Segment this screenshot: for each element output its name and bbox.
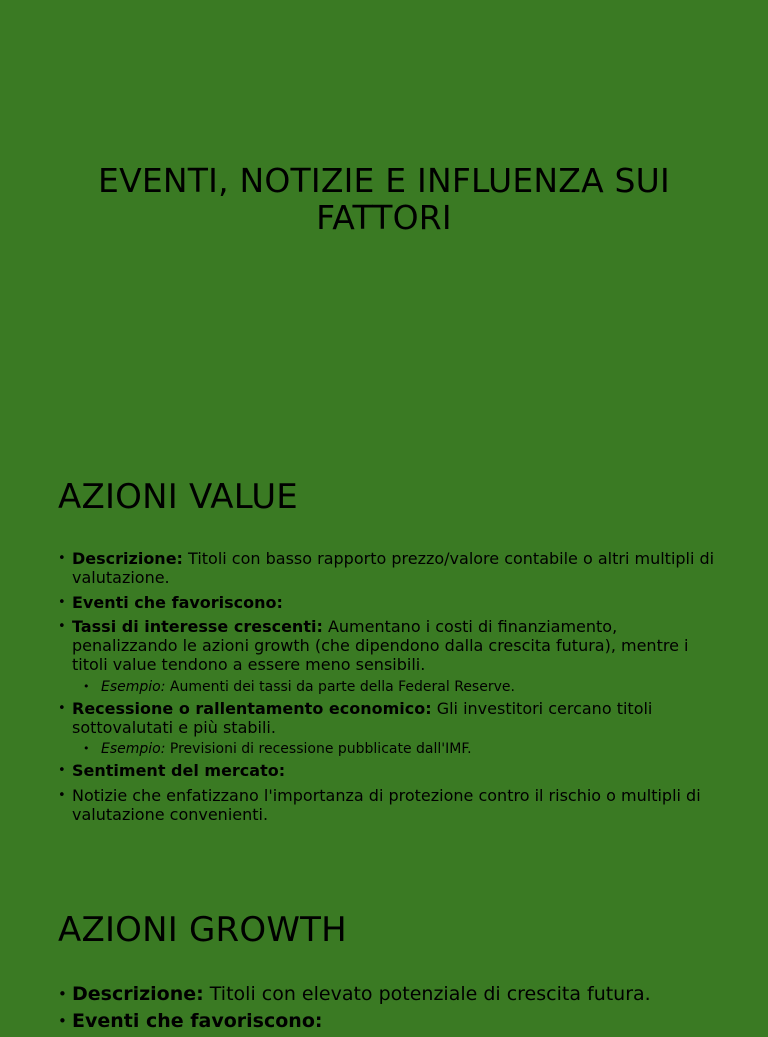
bullet-label: Tassi di interesse crescenti:	[72, 617, 323, 637]
bullet-label: Esempio:	[101, 741, 166, 758]
growth-bullet-list	[58, 983, 718, 1037]
bullet-text: Gli investitori cercano titoli sottovalutati e più stabili.	[72, 698, 653, 737]
bullet-label: Recessione o rallentamento economico:	[72, 698, 432, 718]
bullet-label: Eventi che favoriscono:	[72, 592, 283, 612]
bullet-tassi	[58, 618, 718, 674]
slide-title-line-2: FATTORI	[316, 198, 452, 237]
value-bullet-list	[58, 550, 718, 831]
bullet-descrizione	[58, 983, 718, 1006]
bullet-recessione	[58, 700, 718, 738]
bullet-text: Previsioni di recessione pubblicate dall'IMF.	[165, 741, 472, 758]
bullet-label: Esempio:	[101, 678, 166, 695]
slide-title-line-1: EVENTI, NOTIZIE E INFLUENZA SUI	[98, 161, 670, 200]
bullet-label: Descrizione:	[72, 549, 183, 568]
bullet-text: Titoli con elevato potenziale di crescita futura.	[203, 983, 651, 1005]
bullet-text: Notizie che enfatizzano l'importanza di protezione contro il rischio o multipli di valutazione convenienti.	[72, 786, 701, 824]
growth-section-heading: AZIONI GROWTH	[58, 910, 347, 950]
bullet-text: Titoli con basso rapporto prezzo/valore contabile o altri multipli di valutazione.	[72, 549, 715, 587]
bullet-eventi	[58, 1010, 718, 1033]
bullet-notizie	[58, 787, 718, 825]
slide-title	[40, 162, 728, 236]
bullet-sentiment	[58, 762, 718, 781]
value-section-heading: AZIONI VALUE	[58, 477, 298, 517]
bullet-label: Eventi che favoriscono:	[72, 1010, 323, 1032]
bullet-descrizione	[58, 550, 718, 588]
bullet-label: Sentiment del mercato:	[72, 761, 286, 781]
bullet-label: Descrizione:	[72, 983, 204, 1005]
bullet-text: Aumenti dei tassi da parte della Federal Reserve.	[165, 678, 515, 695]
sub-bullet-esempio-recessione	[87, 740, 718, 758]
bullet-text: Aumentano i costi di finanziamento, penalizzando le azioni growth (che dipendono dalla crescita futura), mentre i titoli value tendono a essere meno sensibili.	[72, 617, 689, 674]
bullet-eventi	[58, 594, 718, 613]
sub-bullet-esempio-tassi	[87, 678, 718, 696]
